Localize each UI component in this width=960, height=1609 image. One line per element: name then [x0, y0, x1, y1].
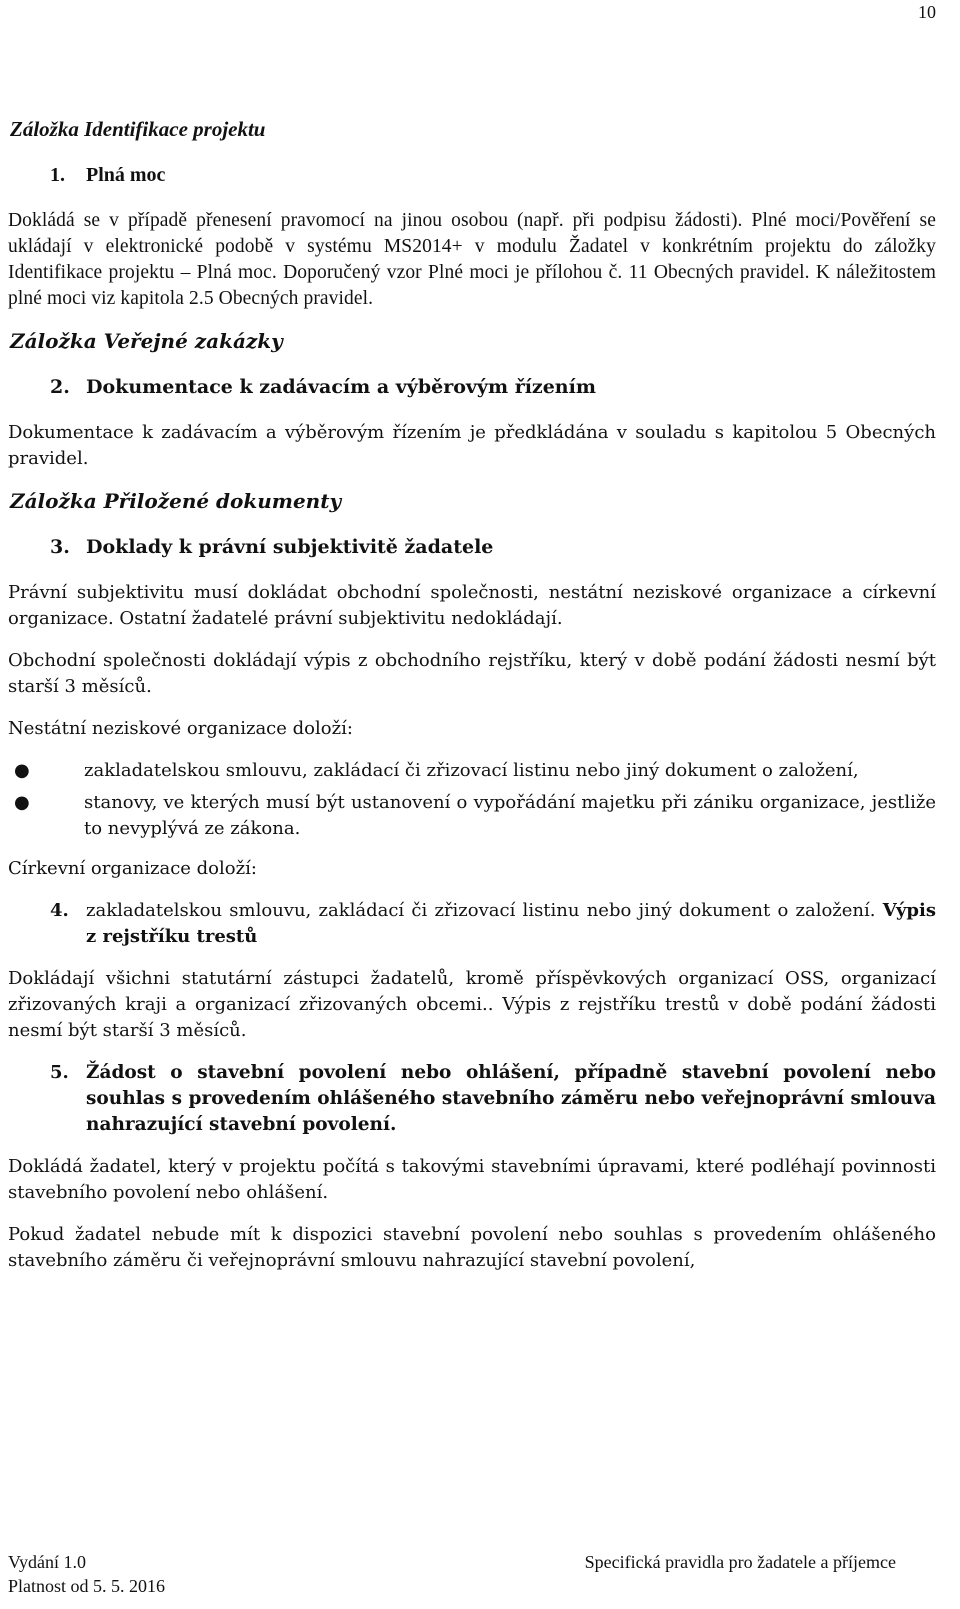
list-item: [8, 758, 936, 784]
paragraph-dokumentace: Dokumentace k zadávacím a výběrovým řízením je předkládána v souladu s kapitolou 5 Obecných pravidel.: [8, 422, 936, 469]
heading-number: 1.: [50, 164, 65, 186]
heading-plna-moc: [8, 162, 936, 188]
bullet-icon: ●: [14, 760, 30, 781]
item-heading-rejstrik: Výpis z rejstříku trestů: [86, 900, 936, 947]
numbered-item-4: [8, 898, 936, 950]
paragraph-rejstrik: Dokládají všichni statutární zástupci žadatelů, kromě příspěvkových organizací OSS, organizací zřizovaných kraji a organizací zřizovaných obcemi.. Výpis z rejstříku trestů v době podání žádosti nesmí být starší 3 měsíců.: [8, 968, 936, 1041]
heading-text: Doklady k právní subjektivitě žadatele: [86, 536, 494, 558]
section-title-prilozene-dokumenty: Záložka Přiložené dokumenty: [10, 489, 342, 513]
section-title-identifikace: Záložka Identifikace projektu: [10, 117, 266, 141]
footer-doc-title: Specifická pravidla pro žadatele a příjemce: [584, 1552, 896, 1572]
paragraph-obchodni-spolecnosti: Obchodní společnosti dokládají výpis z obchodního rejstříku, který v době podání žádosti nesmí být starší 3 měsíců.: [8, 650, 936, 697]
document-body: [8, 116, 936, 1290]
heading-text: Plná moc: [86, 164, 166, 186]
footer-left: [8, 1550, 165, 1598]
paragraph-cirkevni-intro: Církevní organizace doloží:: [8, 858, 257, 879]
heading-number: 2.: [50, 376, 70, 398]
paragraph-plna-moc: Dokládá se v případě přenesení pravomocí na jinou osobou (např. při podpisu žádosti). Plné moci/Pověření se ukládají v elektronické podobě v systému MS2014+ v modulu Žadatel v konkrétním projektu do záložky Identifikace projektu – Plná moc. Doporučený vzor Plné moci je přílohou č. 11 Obecných pravidel. K náležitostem plné moci viz kapitola 2.5 Obecných pravidel.: [8, 210, 936, 309]
list-item-text: stanovy, ve kterých musí být ustanovení o vypořádání majetku při zániku organizace, jestliže to nevyplývá ze zákona.: [84, 792, 936, 839]
bullet-list-nno: [8, 758, 936, 842]
list-item-text: zakladatelskou smlouvu, zakládací či zřizovací listinu nebo jiný dokument o založení,: [84, 760, 859, 781]
item-heading-stavebni-povoleni: Žádost o stavební povolení nebo ohlášení, případně stavební povolení nebo souhlas s provedením ohlášeného stavebního záměru nebo veřejnoprávní smlouva nahrazující stavební povolení.: [86, 1062, 936, 1135]
list-item: [8, 790, 936, 842]
paragraph-nno-intro: Nestátní neziskové organizace doloží:: [8, 718, 353, 739]
item-text: [86, 898, 936, 950]
heading-number: 3.: [50, 536, 70, 558]
item-body: zakladatelskou smlouvu, zakládací či zřizovací listinu nebo jiný dokument o založení.: [86, 900, 876, 921]
footer-edition: Vydání 1.0: [8, 1552, 86, 1572]
section-title-verejne-zakazky: Záložka Veřejné zakázky: [10, 329, 283, 353]
numbered-item-5: [8, 1060, 936, 1138]
item-number: 4.: [50, 900, 69, 921]
item-number: 5.: [50, 1062, 69, 1083]
paragraph-pokud-zadatel: Pokud žadatel nebude mít k dispozici stavební povolení nebo souhlas s provedením ohlášeného stavebního záměru či veřejnoprávní smlouvu nahrazující stavební povolení,: [8, 1224, 936, 1271]
paragraph-pravni-subjektivita: Právní subjektivitu musí dokládat obchodní společnosti, nestátní neziskové organizace a církevní organizace. Ostatní žadatelé právní subjektivitu nedokládají.: [8, 582, 936, 629]
bullet-icon: ●: [14, 792, 30, 813]
footer-valid-from: Platnost od 5. 5. 2016: [8, 1576, 166, 1596]
page-number: 10: [918, 2, 936, 22]
heading-pravni-subjektivita: [8, 534, 936, 560]
paragraph-dokladá-zadatel: Dokládá žadatel, který v projektu počítá s takovými stavebními úpravami, které podléhají povinnosti stavebního povolení nebo ohlášení.: [8, 1156, 936, 1203]
heading-dokumentace: [8, 374, 936, 400]
heading-text: Dokumentace k zadávacím a výběrovým řízením: [86, 376, 596, 398]
